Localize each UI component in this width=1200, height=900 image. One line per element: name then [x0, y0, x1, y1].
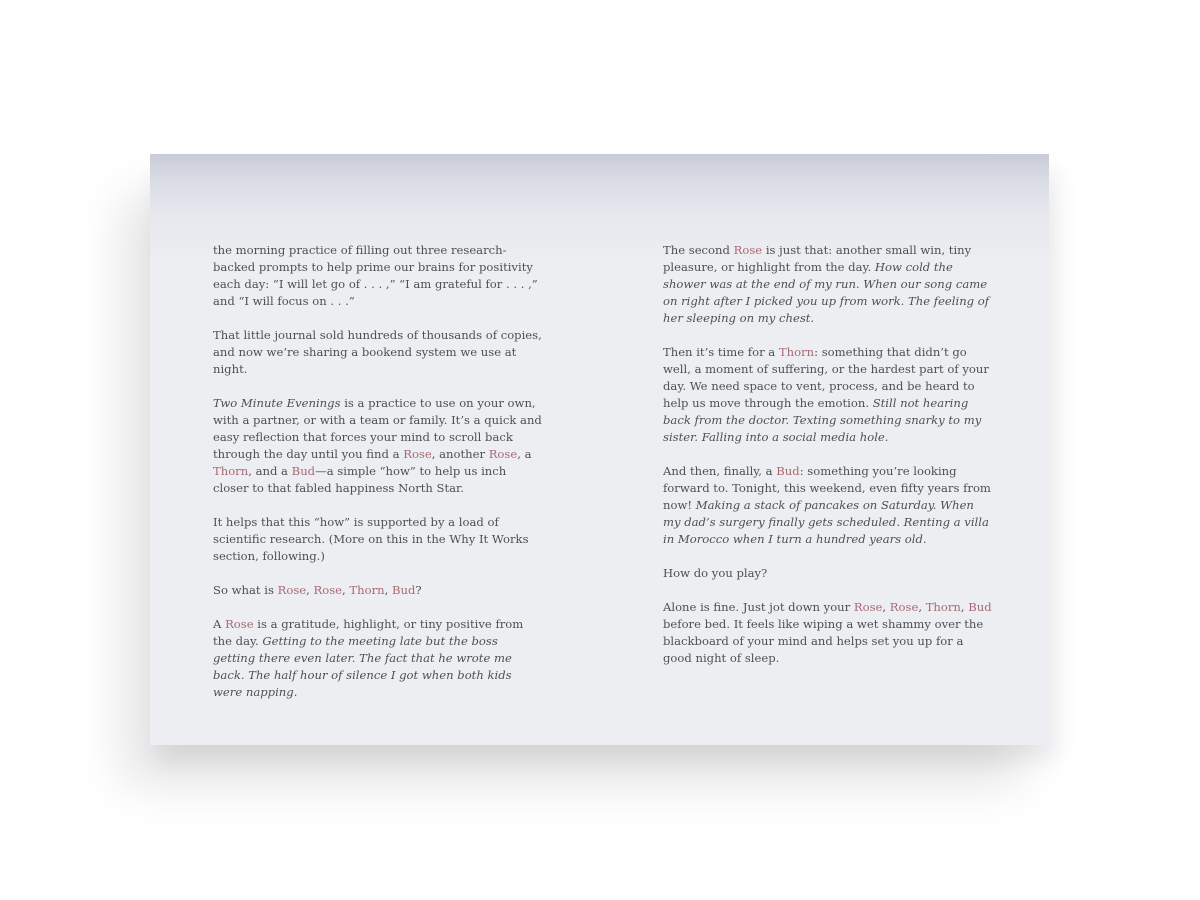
rose-examples: Getting to the meeting late but the boss getting there even later. The fact that he wrote me back. The half hour of silence I got when both kids were napping.	[213, 634, 512, 699]
paragraph-thorn: Then it’s time for a Thorn: something that didn’t go well, a moment of suffering, or the hardest part of your day. We need space to vent, process, and be heard to help us move through the emotion. Still not hearing back from the doctor. Texting something snarky to my sister. Falling into a social media hole.	[663, 345, 989, 444]
term-thorn: Thorn	[213, 464, 249, 478]
paragraph-journal-sold: That little journal sold hundreds of thousands of copies, and now we’re sharing a bookend system we use at night.	[213, 328, 542, 376]
second-rose-examples: How cold the shower was at the end of my run. When our song came on right after I picked you up from work. The feeling of her sleeping on my chest.	[663, 260, 990, 325]
term-rose: Rose	[313, 583, 343, 597]
bud-examples: Making a stack of pancakes on Saturday. When my dad’s surgery finally gets scheduled. Renting a villa in Morocco when I turn a hundred years old.	[663, 498, 989, 546]
term-rose: Rose	[225, 617, 254, 631]
book-spread	[150, 154, 1049, 745]
paragraph-what-is: So what is Rose, Rose, Thorn, Bud?	[213, 583, 422, 597]
left-page	[213, 242, 543, 718]
paragraph-two-minute-evenings: Two Minute Evenings is a practice to use on your own, with a partner, or with a team or family. It’s a quick and easy reflection that forces your mind to scroll back through the day until you find a Rose, another Rose, a Thorn, and a Bud—a simple “how” to help us inch closer to that fabled happiness North Star.	[213, 396, 542, 495]
term-thorn: Thorn	[349, 583, 385, 597]
term-rose: Rose	[733, 243, 763, 257]
term-thorn: Thorn	[925, 600, 961, 614]
term-rose: Rose	[403, 447, 432, 461]
term-bud: Bud	[776, 464, 800, 478]
paragraph-rose-definition: A Rose is a gratitude, highlight, or tiny positive from the day. Getting to the meeting late but the boss getting there even later. The fact that he wrote me back. The half hour of silence I got when both kids were napping.	[213, 617, 524, 699]
paragraph-bud: And then, finally, a Bud: something you’re looking forward to. Tonight, this weekend, even fifty years from now! Making a stack of pancakes on Saturday. When my dad’s surgery finally gets scheduled. Renting a villa in Morocco when I turn a hundred years old.	[663, 464, 991, 546]
term-rose: Rose	[889, 600, 919, 614]
term-thorn: Thorn	[778, 345, 815, 359]
paragraph-morning-practice: the morning practice of filling out three research-backed prompts to help prime our brains for positivity each day: “I will let go of . . . ,” “I am grateful for . . . ,” and “I will focus on . . .”	[213, 243, 538, 308]
paragraph-scientific-research: It helps that this “how” is supported by a load of scientific research. (More on this in the Why It Works section, following.)	[213, 515, 529, 563]
thorn-examples: Still not hearing back from the doctor. Texting something snarky to my sister. Falling into a social media hole.	[663, 396, 982, 444]
term-rose: Rose	[488, 447, 518, 461]
term-bud: Bud	[968, 600, 992, 614]
right-page	[663, 242, 993, 684]
paragraph-how-to-play: How do you play?	[663, 566, 768, 580]
paragraph-second-rose: The second Rose is just that: another small win, tiny pleasure, or highlight from the day. How cold the shower was at the end of my run. When our song came on right after I picked you up from work. The feeling of her sleeping on my chest.	[663, 243, 990, 325]
term-bud: Bud	[291, 464, 316, 478]
book-title: Two Minute Evenings	[213, 396, 341, 410]
term-rose: Rose	[853, 600, 883, 614]
term-bud: Bud	[392, 583, 416, 597]
paragraph-alone: Alone is fine. Just jot down your Rose, Rose, Thorn, Bud before bed. It feels like wiping a wet shammy over the blackboard of your mind and helps set you up for a good night of sleep.	[663, 600, 992, 665]
term-rose: Rose	[277, 583, 307, 597]
